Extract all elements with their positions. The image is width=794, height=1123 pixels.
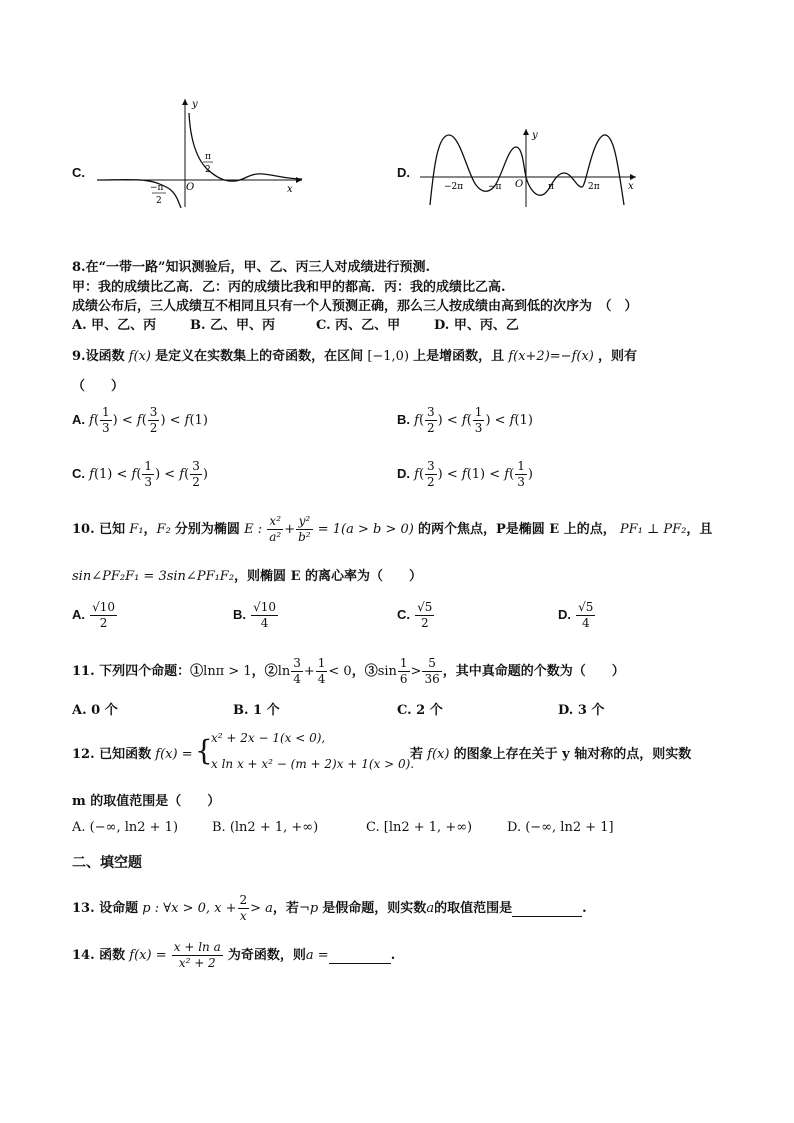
q9-fx: f(x) [128, 349, 152, 364]
c-x-label: x [287, 184, 293, 195]
q11-sep3: ，③ [351, 664, 378, 679]
q13-prop: p : ∀x > 0, x + [142, 901, 237, 916]
q11-option-c: C. 2 个 [397, 703, 443, 718]
q12-brace: { [195, 734, 213, 767]
q13-prop-b: > a [250, 901, 273, 916]
q11-option-b: B. 1 个 [233, 703, 280, 718]
q10-b-num: √10 [253, 600, 277, 614]
q9-stem-a: 9.设函数 [72, 349, 125, 364]
q9-relation: f(x+2)=−f(x) [508, 349, 594, 364]
q10-stem-d: ，且 [686, 522, 713, 537]
option-c-label: C. [72, 165, 85, 180]
q9-stem [72, 345, 637, 364]
option-d-graph [416, 125, 641, 210]
q10-stem: 10. 已知 F₁，F₂ 分别为椭圆 E : $\frac{\text{x²}}{\text{a²}}$ + $\frac{\text{y²}}{\text{b²}}$ = 1(a > b > 0) 的两个焦点，P是椭圆 E 上的点， PF₁ ⊥ PF₂，且 [72, 514, 713, 544]
q12-fx: f(x) = [155, 747, 193, 762]
option-c-graph [92, 95, 307, 210]
q12-case2: x ln x + x² − (m + 2)x + 1(x > 0). [211, 757, 415, 771]
q9-stem-c: 上是增函数，且 [413, 349, 505, 364]
q13-end: . [582, 901, 587, 916]
q13-stem: 13. 设命题 p : ∀x > 0, x + $\frac{2}{x}$ > a，若¬p 是假命题，则实数a的取值范围是 . [72, 893, 587, 923]
q8-option-a: A. 甲、乙、丙 [72, 318, 157, 333]
q10-c-den: 2 [420, 616, 429, 630]
q8-option-d: D. 甲、丙、乙 [434, 318, 519, 333]
section-title: 二、填空题 [72, 855, 142, 871]
q14-stem-b: 为奇函数，则 [227, 948, 306, 963]
q10-option-a [72, 600, 118, 631]
q13-stem-a: 13. 设命题 [72, 901, 139, 916]
q12-stem-b: 若 [410, 747, 424, 762]
q12-option-d: D. (−∞, ln2 + 1] [507, 820, 614, 835]
q8-stem: 8.在“一带一路”知识测验后，甲、乙、丙三人对成绩进行预测. [72, 260, 431, 275]
c-pi-half-top: π [205, 152, 211, 162]
q8-option-c: C. 丙、乙、甲 [316, 318, 401, 333]
q10-stem-a: 10. 已知 [72, 522, 126, 537]
q9-option-d-label: D. [397, 466, 410, 481]
q10-c-num: √5 [417, 600, 433, 614]
q8-option-b: B. 乙、甲、丙 [190, 318, 276, 333]
q9-paren: （ ） [72, 379, 125, 394]
q8-line2: 甲：我的成绩比乙高．乙：丙的成绩比我和甲的都高．丙：我的成绩比乙高. [72, 280, 506, 295]
q10-option-d [558, 600, 596, 631]
q10-option-a-label: A. [72, 607, 85, 622]
q13-stem-c: 是假命题，则实数 [322, 901, 427, 916]
q10-a-num: √10 [92, 600, 116, 614]
q10-option-b-label: B. [233, 607, 246, 622]
d-tick: −2π [444, 182, 464, 192]
d-x-label: x [628, 181, 634, 192]
q14-stem: 14. 函数 f(x) = $\frac{\text{x + ln a}}{\text{x² + 2}}$ 为奇函数，则a = . [72, 940, 396, 970]
q10-d-den: 4 [581, 616, 590, 630]
c-neg-pi-half-top: −π [150, 183, 164, 193]
q11-p1: lnπ > 1 [203, 664, 252, 679]
c-y-label: y [192, 99, 198, 110]
q10-stem-b: 分别为椭圆 [174, 522, 240, 537]
q13-negp: ¬p [298, 901, 319, 916]
q12-fx2: f(x) [427, 747, 450, 762]
q9-option-c: C. f(1) < f( $\frac{1}{3}$ ) < f( $\frac{3}{2}$ ) [72, 459, 208, 489]
q9-option-a: A. f( $\frac{1}{3}$ ) < f( $\frac{3}{2}$ ) < f(1) [72, 405, 208, 435]
q14-a-eq: a = [305, 948, 329, 963]
q12-case1: x² + 2x − 1(x < 0), [211, 731, 326, 745]
d-tick: 2π [588, 182, 600, 192]
q10-option-b [233, 600, 279, 631]
q14-fx: f(x) = [129, 948, 167, 963]
option-d-label: D. [397, 165, 410, 180]
q9-stem-b: 是定义在实数集上的奇函数，在区间 [155, 349, 364, 364]
q12-stem-right [410, 743, 691, 762]
q12-line2: m 的取值范围是（ ） [72, 794, 221, 809]
q11-p3a: sin [377, 664, 397, 679]
q14-end: . [390, 948, 396, 963]
q13-a: a [426, 901, 435, 916]
d-origin-label: O [515, 179, 524, 190]
q13-stem-d: 的取值范围是 [434, 901, 513, 916]
q10-b-den: 4 [260, 616, 269, 630]
q12-option-b: B. (ln2 + 1, +∞) [212, 820, 319, 835]
c-pi-half-bottom: 2 [205, 165, 211, 175]
q9-interval: [−1,0) [367, 349, 410, 364]
q10-stem-c: 的两个焦点，P是椭圆 E 上的点， [418, 522, 616, 537]
q10-sin-rel: sin∠PF₂F₁ = 3sin∠PF₁F₂ [72, 569, 235, 584]
q10-option-d-label: D. [558, 607, 571, 622]
q11-option-a: A. 0 个 [72, 703, 118, 718]
q10-comma: ， [143, 522, 157, 537]
q10-stem-e: ，则椭圆 E 的离心率为（ ） [234, 569, 423, 584]
c-neg-pi-half-bottom: 2 [156, 196, 162, 206]
q10-option-c [397, 600, 435, 631]
q12-stem [72, 743, 193, 762]
d-y-label: y [532, 130, 538, 141]
q11-p2b: < 0 [328, 664, 352, 679]
q10-ellipse-rest: = 1(a > b > 0) [317, 522, 414, 537]
q9-option-a-label: A. [72, 412, 85, 427]
q11-p2a: ln [277, 664, 291, 679]
q9-option-b-label: B. [397, 412, 410, 427]
q10-d-num: √5 [578, 600, 594, 614]
q11-option-d: D. 3 个 [558, 703, 605, 718]
q10-perp: PF₁ ⊥ PF₂ [619, 522, 687, 537]
q12-option-c: C. [ln2 + 1, +∞) [366, 820, 473, 835]
q12-stem-a: 12. 已知函数 [72, 747, 152, 762]
c-origin-label: O [186, 182, 195, 193]
q11-stem-e: ，其中真命题的个数为（ ） [442, 664, 625, 679]
d-tick: −π [488, 182, 502, 192]
q9-option-c-label: C. [72, 466, 85, 481]
q10-option-c-label: C. [397, 607, 410, 622]
q9-option-d: D. f( $\frac{3}{2}$ ) < f(1) < f( $\frac{1}{3}$ ) [397, 459, 533, 489]
q11-sep2: ，② [251, 664, 278, 679]
q14-blank[interactable] [329, 948, 391, 964]
d-tick: π [548, 182, 554, 192]
q10-a-den: 2 [99, 616, 108, 630]
q10-ellipse-e: E : [244, 522, 263, 537]
q13-stem-b: ，若 [272, 901, 299, 916]
q12-option-a: A. (−∞, ln2 + 1) [72, 820, 179, 835]
q9-option-b: B. f( $\frac{3}{2}$ ) < f( $\frac{1}{3}$ ) < f(1) [397, 405, 533, 435]
q13-blank[interactable] [512, 901, 582, 917]
q8-line3: 成绩公布后，三人成绩互不相同且只有一个人预测正确，那么三人按成绩由高到低的次序为 （ ） [72, 299, 638, 314]
q14-stem-a: 14. 函数 [72, 948, 126, 963]
q10-f2: F₂ [156, 522, 171, 537]
q11-stem: 11. 下列四个命题：①lnπ > 1，②ln $\frac{3}{4}$ + $\frac{1}{4}$ < 0，③sin $\frac{1}{6}$ > $\frac{5}{36}$ ，其中真命题的个数为（ ） [72, 656, 625, 686]
q9-stem-d: ，则有 [598, 349, 638, 364]
q10-line2 [72, 565, 422, 584]
q11-stem-a: 11. 下列四个命题：① [72, 664, 204, 679]
q12-stem-c: 的图象上存在关于 y 轴对称的点，则实数 [453, 747, 692, 762]
q10-f1: F₁ [129, 522, 144, 537]
